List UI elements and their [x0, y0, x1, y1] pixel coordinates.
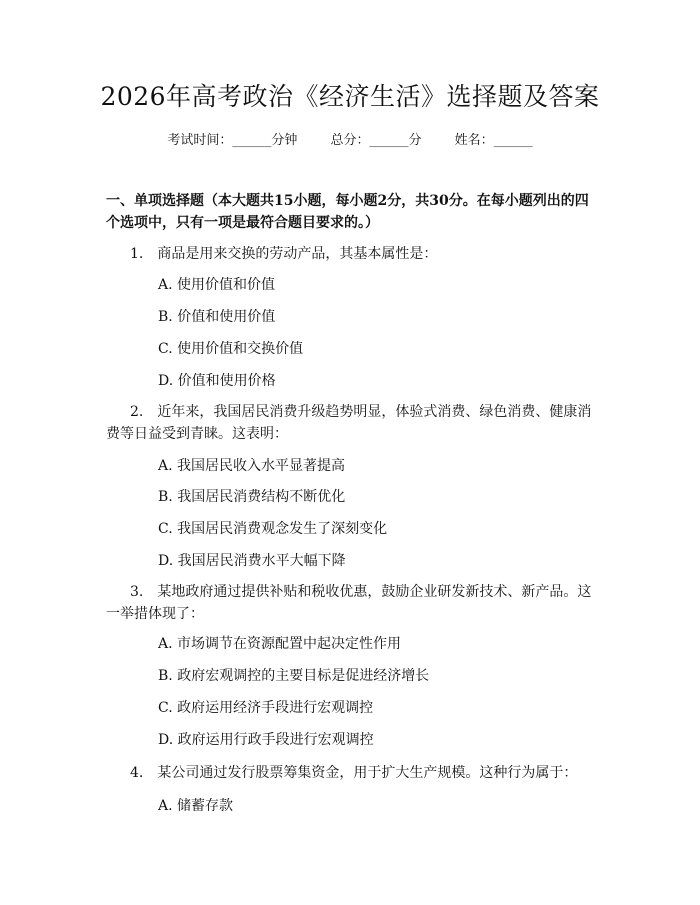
- question-1-option-b: B. 价值和使用价值: [158, 309, 276, 325]
- question-2-option-c: C. 我国居民消费观念发生了深刻变化: [158, 521, 388, 537]
- question-4-option-a: A. 储蓄存款: [158, 798, 234, 814]
- section-heading: 一、单项选择题（本大题共15小题，每小题2分，共30分。在每小题列出的四个选项中，只有一项是最符合题目要求的。）: [106, 193, 589, 231]
- question-2-stem: 2. 近年来，我国居民消费升级趋势明显，体验式消费、绿色消费、健康消费等日益受到青睐。这表明：: [106, 404, 592, 442]
- question-1-option-d: D. 价值和使用价格: [158, 373, 276, 389]
- question-1-option-c: C. 使用价值和交换价值: [158, 341, 304, 357]
- question-3-option-d: D. 政府运用行政手段进行宏观调控: [158, 732, 374, 748]
- question-1-stem: 1. 商品是用来交换的劳动产品，其基本属性是：: [130, 246, 438, 262]
- question-3-option-c: C. 政府运用经济手段进行宏观调控: [158, 700, 374, 716]
- student-name-field: 姓名：______: [454, 133, 533, 148]
- exam-time-field: 考试时间：______分钟: [167, 133, 298, 148]
- question-3-option-a: A. 市场调节在资源配置中起决定性作用: [158, 636, 402, 652]
- page-title: 2026年高考政治《经济生活》选择题及答案: [100, 82, 600, 111]
- exam-info: [0, 131, 700, 151]
- total-score-field: 总分：______分: [330, 133, 422, 148]
- question-2-option-d: D. 我国居民消费水平大幅下降: [158, 553, 346, 569]
- question-2-option-b: B. 我国居民消费结构不断优化: [158, 489, 346, 505]
- question-3-option-b: B. 政府宏观调控的主要目标是促进经济增长: [158, 668, 430, 684]
- question-3-stem: 3. 某地政府通过提供补贴和税收优惠，鼓励企业研发新技术、新产品。这一举措体现了：: [106, 584, 592, 622]
- question-2-option-a: A. 我国居民收入水平显著提高: [158, 458, 346, 474]
- question-1-option-a: A. 使用价值和价值: [158, 277, 276, 293]
- question-4-stem: 4. 某公司通过发行股票筹集资金，用于扩大生产规模。这种行为属于：: [130, 765, 578, 781]
